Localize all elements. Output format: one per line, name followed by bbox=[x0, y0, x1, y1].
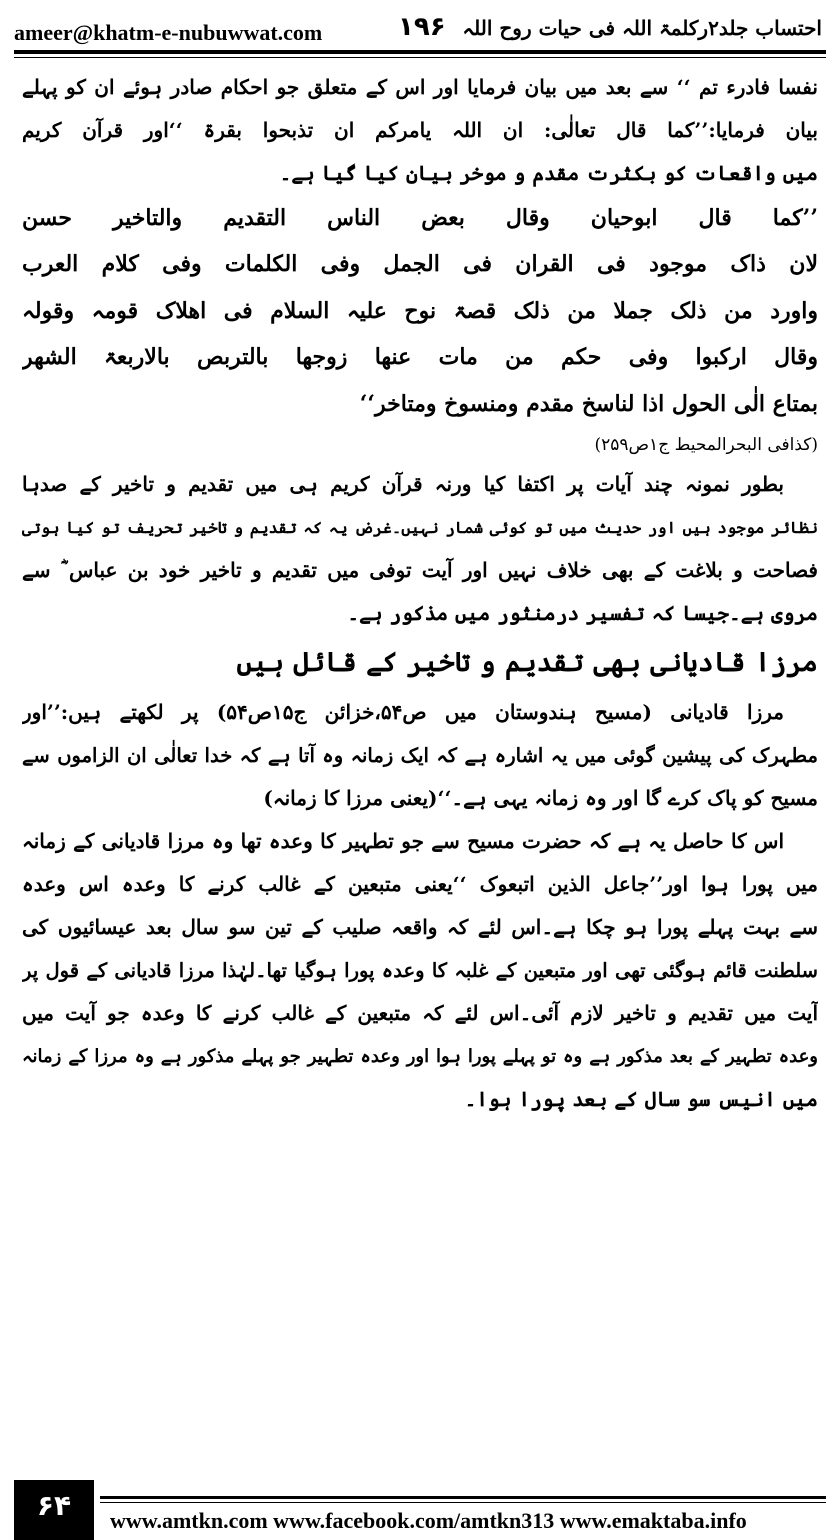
arabic-quote bbox=[22, 195, 818, 427]
footer-page-number: ۶۴ bbox=[14, 1480, 94, 1540]
text-line: بطور نمونہ چند آیات پر اکتفا کیا ورنہ قرآن کریم ہی میں تقدیم و تاخیر کے صدہا bbox=[22, 472, 784, 497]
quote-line: واورد من ذلک جملا من ذلک قصۃ نوح علیہ السلام فی اھلاک قومہ وقولہ bbox=[22, 297, 818, 324]
text-line: مسیح کو پاک کرے گا اور وہ زمانہ یہی ہے۔‘‘(یعنی مرزا کا زمانہ) bbox=[263, 786, 818, 811]
header-rule-thin bbox=[14, 57, 826, 58]
text-line: میں انیس سو سال کے بعد پورا ہوا۔ bbox=[464, 1087, 818, 1112]
text-line: سے بہت پہلے پورا ہو چکا ہے۔اس لئے کہ واقعہ صلیب کے تین سو سال بعد عیسائیوں کی bbox=[22, 915, 818, 940]
quote-line: وقال ارکبوا وفی حکم من مات عنھا زوجھا بالتربص بالاربعۃ الشھر bbox=[22, 344, 818, 371]
text-line: سلطنت قائم ہوگئی تھی اور متبعین کے غلبہ کا وعدہ پورا ہوگیا تھا۔لہٰذا مرزا قادیانی کے قول پر bbox=[22, 959, 818, 983]
page-header bbox=[0, 0, 840, 46]
header-page-number: ۱۹۶ bbox=[398, 12, 446, 42]
citation-reference: (کذافی البحرالمحیط ج۱ص۲۵۹) bbox=[594, 435, 818, 456]
text-line: میں پورا ہوا اور’’جاعل الذین اتبعوک ‘‘یعنی متبعین کے غالب کرنے کا وعدہ اس وعدہ bbox=[22, 872, 818, 897]
footer-rule-thin bbox=[100, 1502, 826, 1503]
paragraph-intro bbox=[22, 66, 818, 195]
text-line: میں واقعات کو بکثرت مقدم و موخر بیان کیا گیا ہے۔ bbox=[279, 161, 818, 185]
paragraph-mirza-quote bbox=[22, 691, 818, 820]
page-body bbox=[22, 66, 818, 1462]
text-line: مرزا قادیانی (مسیح ہندوستان میں ص۵۴،خزائن ج۱۵ص۵۴) پر لکھتے ہیں:’’اور bbox=[22, 700, 784, 725]
text-line: اس کا حاصل یہ ہے کہ حضرت مسیح سے جو تطہیر کا وعدہ تھا وہ مرزا قادیانی کے زمانہ bbox=[22, 829, 784, 854]
text-line: نظائر موجود ہیں اور حدیث میں تو کوئی شمار نہیں۔غرض یہ کہ تقدیم و تاخیر تحریف تو کیا ہوتی bbox=[22, 518, 818, 538]
paragraph-examples bbox=[22, 463, 818, 635]
header-email: ameer@khatm-e-nubuwwat.com bbox=[14, 20, 323, 45]
quote-line: لان ذاک موجود فی القران فی الجمل وفی الکلمات وفی کلام العرب bbox=[22, 251, 818, 278]
text-line: وعدہ تطہیر کے بعد مذکور ہے وہ تو پہلے پورا ہوا اور وعدہ تطہیر جو پہلے مذکور ہے وہ مرزا کے زمانہ bbox=[22, 1046, 818, 1068]
text-line: مطہرک کی پیشین گوئی میں یہ اشارہ ہے کہ ایک زمانہ وہ آتا ہے کہ خدا تعالٰی ان الزاموں سے bbox=[22, 744, 818, 768]
quote-line: ’’کما قال ابوحیان وقال بعض الناس التقدیم والتاخیر حسن bbox=[22, 205, 818, 231]
quote-line: بمتاع الٰی الحول اذا لناسخ مقدم ومنسوخ ومتاخر‘‘ bbox=[359, 390, 818, 417]
text-line: نفسا فادرء تم ‘‘ سے بعد میں بیان فرمایا اور اس کے متعلق جو احکام صادر ہوئے ان کو پہلے bbox=[22, 75, 818, 99]
header-rule bbox=[14, 50, 826, 54]
running-title: احتساب جلد۲رکلمۃ اللہ فی حیات روح اللہ bbox=[462, 16, 822, 40]
paragraph-conclusion bbox=[22, 820, 818, 1121]
text-line: مروی ہے۔جیسا کہ تفسیر درمنثور میں مذکور ہے۔ bbox=[347, 601, 818, 626]
text-line: فصاحت و بلاغت کے بھی خلاف نہیں اور آیت توفی میں تقدیم و تاخیر خود بن عباس ؓ سے bbox=[22, 558, 818, 583]
footer-urls: www.amtkn.com www.facebook.com/amtkn313 www.emaktaba.info bbox=[110, 1508, 747, 1533]
text-line: آیت میں تقدیم و تاخیر لازم آئی۔اس لئے کہ متبعین کے غالب کرنے کا وعدہ جو آیت میں bbox=[22, 1001, 818, 1026]
section-heading: مرزا قادیانی بھی تقدیم و تاخیر کے قائل ہیں bbox=[236, 647, 818, 679]
footer-rule bbox=[100, 1496, 826, 1499]
text-line: بیان فرمایا:’’کما قال تعالٰی: ان اللہ یامرکم ان تذبحوا بقرۃ ‘‘اور قرآن کریم bbox=[22, 118, 818, 142]
